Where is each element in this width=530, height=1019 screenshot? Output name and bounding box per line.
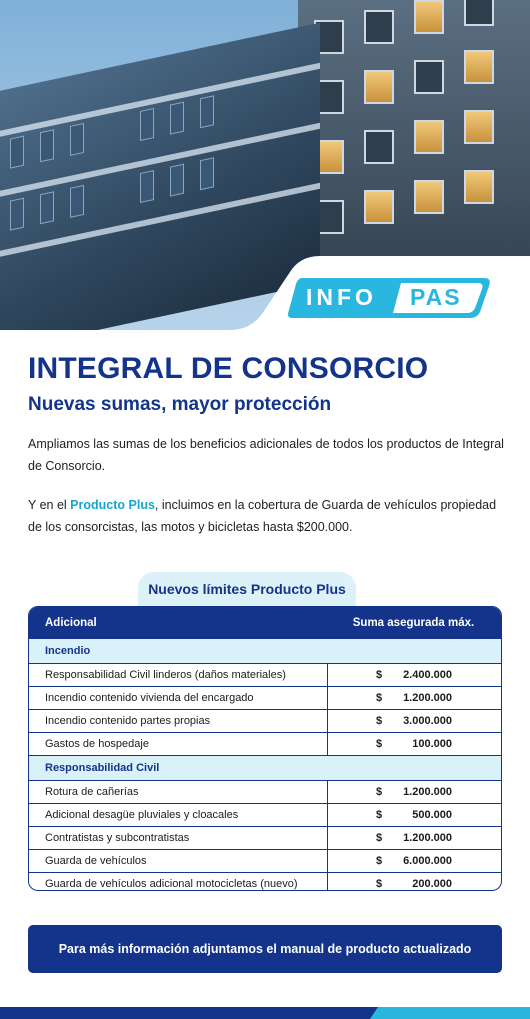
row-amount: 3.000.000 (403, 715, 452, 727)
table-row (29, 873, 501, 891)
row-label: Contratistas y subcontratistas (29, 827, 328, 849)
row-label: Adicional desagüe pluviales y cloacales (29, 804, 328, 826)
badge-pas-text: PAS (410, 284, 462, 310)
table-row (29, 781, 501, 804)
row-amount: 1.200.000 (403, 786, 452, 798)
row-amount: 100.000 (412, 738, 452, 750)
page-title: INTEGRAL DE CONSORCIO (28, 352, 429, 385)
footer-accent (370, 1007, 530, 1019)
page-subtitle: Nuevas sumas, mayor protección (28, 394, 332, 415)
currency-sign: $ (376, 809, 383, 821)
row-amount: 500.000 (412, 809, 452, 821)
currency-sign: $ (376, 855, 383, 867)
currency-sign: $ (376, 832, 383, 844)
row-label: Guarda de vehículos adicional motocicletas (nuevo) (29, 873, 328, 891)
row-label: Incendio contenido vivienda del encargado (29, 687, 328, 709)
row-label: Responsabilidad Civil linderos (daños materiales) (29, 664, 328, 686)
table-caption: Nuevos límites Producto Plus (138, 572, 356, 606)
intro-paragraph: Ampliamos las sumas de los beneficios adicionales de todos los productos de Integral de Consorcio. (28, 437, 504, 473)
table-row (29, 710, 501, 733)
table-row (29, 850, 501, 873)
badge-info-text: INFO (306, 284, 377, 310)
row-label: Guarda de vehículos (29, 850, 328, 872)
table-row (29, 733, 501, 756)
table-row (29, 664, 501, 687)
plus-paragraph (28, 494, 508, 538)
table-row (29, 827, 501, 850)
table-row (29, 687, 501, 710)
currency-sign: $ (376, 692, 383, 704)
currency-sign: $ (376, 715, 383, 727)
row-label: Gastos de hospedaje (29, 733, 328, 755)
row-amount: 200.000 (412, 878, 452, 890)
plus-paragraph-prefix: Y en el (28, 498, 71, 512)
column-header-suma: Suma asegurada máx. (352, 617, 475, 629)
row-amount: 6.000.000 (403, 855, 452, 867)
table-row (29, 804, 501, 827)
currency-sign: $ (376, 878, 383, 890)
plus-paragraph-suffix: , incluimos en la cobertura de Guarda de vehículos propiedad de los consorcistas, las motos y bicicletas hasta $200.000. (28, 498, 497, 534)
currency-sign: $ (376, 669, 383, 681)
row-amount: 2.400.000 (403, 669, 452, 681)
currency-sign: $ (376, 786, 383, 798)
more-info-button[interactable]: Para más información adjuntamos el manual de producto actualizado (28, 925, 502, 973)
section-incendio: Incendio (29, 639, 501, 664)
row-label: Rotura de cañerías (29, 781, 328, 803)
section-responsabilidad-civil: Responsabilidad Civil (29, 756, 501, 781)
column-header-adicional: Adicional (45, 617, 97, 629)
row-amount: 1.200.000 (403, 692, 452, 704)
currency-sign: $ (376, 738, 383, 750)
limits-table (28, 606, 502, 891)
row-amount: 1.200.000 (403, 832, 452, 844)
row-label: Incendio contenido partes propias (29, 710, 328, 732)
product-plus-highlight: Producto Plus (70, 498, 155, 512)
info-pas-logo (288, 276, 492, 320)
table-header (29, 607, 501, 639)
